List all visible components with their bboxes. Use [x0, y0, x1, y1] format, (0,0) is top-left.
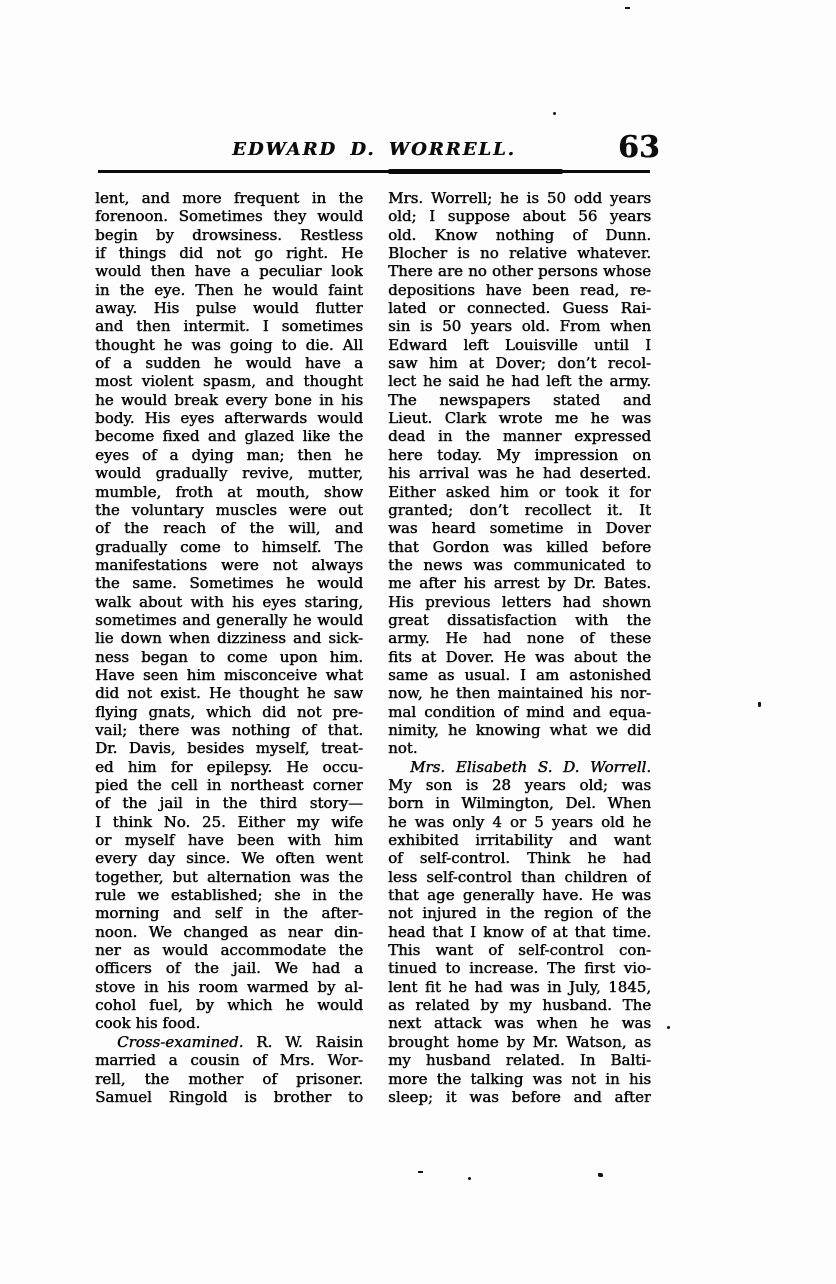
text-line: that Gordon was killed before	[388, 537, 651, 556]
ink-speck	[667, 1026, 670, 1029]
text-line: was heard sometime in Dover	[388, 519, 651, 538]
text-line: now, he then maintained his nor-	[388, 684, 651, 703]
text-line: Have seen him misconceive what	[95, 665, 363, 684]
text-line: Dr. Davis, besides myself, treat-	[95, 739, 363, 758]
text-line: lent fit he had was in July, 1845,	[388, 977, 651, 996]
text-line: officers of the jail. We had a	[95, 959, 363, 978]
text-line: that age generally have. He was	[388, 886, 651, 905]
header-rule	[98, 170, 650, 173]
ink-speck	[418, 1171, 423, 1173]
text-line: The newspapers stated and	[388, 390, 651, 409]
text-line: vail; there was nothing of that.	[95, 720, 363, 739]
text-line: rule we established; she in the	[95, 886, 363, 905]
text-line: depositions have been read, re-	[388, 280, 651, 299]
text-line: lect he said he had left the army.	[388, 372, 651, 391]
text-line: ness began to come upon him.	[95, 647, 363, 666]
text-line: lated or connected. Guess Rai-	[388, 299, 651, 318]
text-line: noon. We changed as near din-	[95, 922, 363, 941]
text-line: same as usual. I am astonished	[388, 665, 651, 684]
text-line: nimity, he knowing what we did	[388, 720, 651, 739]
text-line: my husband related. In Balti-	[388, 1051, 651, 1070]
text-line: he would break every bone in his	[95, 390, 363, 409]
ink-speck	[598, 1173, 603, 1177]
text-line: of a sudden he would have a	[95, 354, 363, 373]
text-line: become fixed and glazed like the	[95, 427, 363, 446]
text-line: eyes of a dying man; then he	[95, 445, 363, 464]
text-line: Edward left Louisville until I	[388, 335, 651, 354]
header-rule-thick-segment	[388, 169, 563, 174]
text-line: Mrs. Worrell; he is 50 odd years	[388, 189, 651, 207]
text-line: ner as would accommodate the	[95, 941, 363, 960]
text-line: saw him at Dover; don’t recol-	[388, 354, 651, 373]
text-line: old; I suppose about 56 years	[388, 207, 651, 226]
text-line: sin is 50 years old. From when	[388, 317, 651, 336]
ink-speck	[758, 702, 761, 707]
text-line: most violent spasm, and thought	[95, 372, 363, 391]
text-line: lent, and more frequent in the	[95, 189, 363, 207]
text-line: next attack was when he was	[388, 1014, 651, 1033]
text-line: in the eye. Then he would faint	[95, 280, 363, 299]
text-line: or myself have been with him	[95, 831, 363, 850]
text-line: would gradually revive, mutter,	[95, 464, 363, 483]
text-line: exhibited irritability and want	[388, 831, 651, 850]
text-line: married a cousin of Mrs. Wor-	[95, 1051, 363, 1070]
text-line: lie down when dizziness and sick-	[95, 629, 363, 648]
text-line: head that I know of at that time.	[388, 922, 651, 941]
text-line: of self-control. Think he had	[388, 849, 651, 868]
running-header-title: EDWARD D. WORRELL.	[232, 139, 516, 160]
text-line: Blocher is no relative whatever.	[388, 244, 651, 263]
text-line: together, but alternation was the	[95, 867, 363, 886]
text-line: would then have a peculiar look	[95, 262, 363, 281]
text-line: Mrs. Elisabeth S. D. Worrell.	[410, 757, 651, 776]
text-line: me after his arrest by Dr. Bates.	[388, 574, 651, 593]
text-line: and then intermit. I sometimes	[95, 317, 363, 336]
text-line: not.	[388, 739, 418, 758]
text-line: begin by drowsiness. Restless	[95, 225, 363, 244]
text-line: he was only 4 or 5 years old he	[388, 812, 651, 831]
text-line: thought he was going to die. All	[95, 335, 363, 354]
text-line: This want of self-control con-	[388, 941, 651, 960]
text-line: dead in the manner expressed	[388, 427, 651, 446]
ink-speck	[468, 1177, 471, 1180]
text-line: more the talking was not in his	[388, 1069, 651, 1088]
text-line: I think No. 25. Either my wife	[95, 812, 363, 831]
text-line: brought home by Mr. Watson, as	[388, 1032, 651, 1051]
text-line: Lieut. Clark wrote me he was	[388, 409, 651, 428]
text-line: tinued to increase. The first vio-	[388, 959, 651, 978]
text-line: granted; don’t recollect it. It	[388, 500, 651, 519]
text-line: There are no other persons whose	[388, 262, 651, 281]
text-line: less self-control than children of	[388, 867, 651, 886]
text-line: away. His pulse would flutter	[95, 299, 363, 318]
text-line: if things did not go right. He	[95, 244, 363, 263]
right-text-column	[388, 189, 651, 1106]
text-line: of the reach of the will, and	[95, 519, 363, 538]
text-line: here today. My impression on	[388, 445, 651, 464]
text-line: walk about with his eyes staring,	[95, 592, 363, 611]
text-line: Cross-examined. R. W. Raisin	[117, 1032, 363, 1051]
text-line: Either asked him or took it for	[388, 482, 651, 501]
text-line: Samuel Ringold is brother to	[95, 1087, 363, 1106]
text-line: his arrival was he had deserted.	[388, 464, 651, 483]
text-line: not injured in the region of the	[388, 904, 651, 923]
text-line: sometimes and generally he would	[95, 610, 363, 629]
text-line: cook his food.	[95, 1014, 201, 1033]
text-line: My son is 28 years old; was	[388, 776, 651, 794]
text-line: manifestations were not always	[95, 555, 363, 574]
text-line: cohol fuel, by which he would	[95, 996, 363, 1015]
left-text-column	[95, 189, 363, 1106]
text-line: fits at Dover. He was about the	[388, 647, 651, 666]
text-line: rell, the mother of prisoner.	[95, 1069, 363, 1088]
text-line: His previous letters had shown	[388, 592, 651, 611]
text-line: the voluntary muscles were out	[95, 500, 363, 519]
ink-speck	[553, 112, 556, 115]
text-line: born in Wilmington, Del. When	[388, 794, 651, 813]
text-line: of the jail in the third story—	[95, 794, 363, 813]
text-line: every day since. We often went	[95, 849, 363, 868]
text-line: the same. Sometimes he would	[95, 574, 363, 593]
text-line: flying gnats, which did not pre-	[95, 702, 363, 721]
ink-speck	[625, 7, 630, 9]
page-number: 63	[618, 130, 660, 165]
text-line: old. Know nothing of Dunn.	[388, 225, 651, 244]
text-line: gradually come to himself. The	[95, 537, 363, 556]
text-line: the news was communicated to	[388, 555, 651, 574]
text-line: stove in his room warmed by al-	[95, 977, 363, 996]
text-line: army. He had none of these	[388, 629, 651, 648]
text-line: as related by my husband. The	[388, 996, 651, 1015]
text-line: did not exist. He thought he saw	[95, 684, 363, 703]
text-line: morning and self in the after-	[95, 904, 363, 923]
text-line: mumble, froth at mouth, show	[95, 482, 363, 501]
text-line: sleep; it was before and after	[388, 1087, 651, 1106]
text-line: pied the cell in northeast corner	[95, 776, 363, 794]
text-line: ed him for epilepsy. He occu-	[95, 757, 363, 776]
text-line: mal condition of mind and equa-	[388, 702, 651, 721]
text-line: forenoon. Sometimes they would	[95, 207, 363, 226]
text-line: body. His eyes afterwards would	[95, 409, 363, 428]
text-line: great dissatisfaction with the	[388, 610, 651, 629]
